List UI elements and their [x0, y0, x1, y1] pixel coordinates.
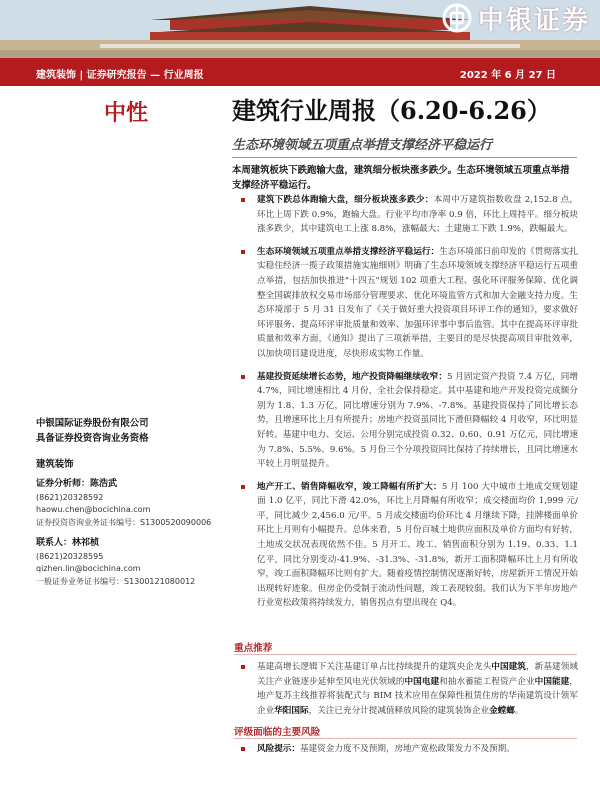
recommend-text-part: 基建高增长逻辑下关注基建订单占比持续提升的建筑央企龙头: [257, 662, 492, 672]
sector-name: 建筑装饰: [36, 459, 74, 470]
analyst-email[interactable]: haowu.chen@bocichina.com: [36, 505, 151, 514]
stock-name: 中国建筑: [491, 662, 526, 672]
bullet-lead: 地产开工、销售降幅收窄，竣工降幅有所扩大：: [257, 481, 442, 492]
contact-phone: (8621)20328595: [36, 552, 104, 561]
bullet-square-icon: [241, 747, 245, 751]
recommend-text-part: 。: [514, 705, 524, 716]
org-block: [36, 416, 216, 446]
stock-name: 金螳螂: [489, 705, 515, 716]
bullet-square-icon: [241, 485, 245, 489]
contact-name: 联系人：林祁桢: [36, 538, 100, 548]
list-item: [238, 245, 578, 362]
list-item: [238, 480, 578, 611]
risk-list: [238, 742, 578, 765]
org-qualification: 具备证券投资咨询业务资格: [36, 433, 149, 444]
header-banner: [0, 0, 600, 58]
analyst-cert: 证券投资咨询业务证书编号：S1300520090006: [36, 518, 212, 527]
brand-name: 中银证券: [477, 5, 590, 36]
section-divider: [234, 654, 577, 655]
contact-cert: 一般证券业务证书编号：S1300121080012: [36, 577, 196, 586]
contact-email[interactable]: qizhen.lin@bocichina.com: [36, 564, 141, 573]
recommend-text-part: 和抽水蓄能工程资产企业: [439, 676, 535, 687]
bullet-text: 本周中万建筑指数收盘 2,152.8 点，环比上周下跌 0.9%，跑输大盘。行业平均市净率 0.9 倍，环比上周持平。细分板块涨多跌少，其中建筑电工上涨 8.8%，涨幅最大；土建施工下跌 1.9%，跌幅最大。: [257, 195, 578, 235]
key-points-list: [238, 193, 578, 619]
stock-name: 华阳国际: [274, 705, 309, 716]
recommend-text: [257, 662, 578, 716]
analyst-name: 证券分析师：陈浩武: [36, 479, 118, 489]
page-title: 建筑行业周报（6.20-6.26）: [232, 96, 551, 125]
breadcrumb: 建筑装饰 | 证券研究报告 — 行业周报: [36, 70, 204, 81]
boc-logo-icon: [442, 3, 472, 33]
recommend-heading: 重点推荐: [234, 643, 273, 654]
bullet-text: 5 月固定资产投资 7.4 万亿，同增 4.7%，同比增速相比 4 月份，全社会保持稳定。其中基建和地产开发投资完成额分别为 1.8、1.3 万亿，同比增速分别为 7.9%、-7.8%。基建投资保持了同比增长态势，且增速环比上月有所提升；房地产投资虽同比下滑但降幅较 4 月收窄，环比明显好转。基建中电力、交运、公用分别完成投资 0.32、0.60、0.91 万亿元，同比增速为 7.8%、5.5%、9.6%。5 月份三个分项投资同比保持了持续增长，且同比增速水平较上月明显提升。: [257, 371, 578, 470]
list-item: [238, 193, 578, 237]
title-divider: [232, 157, 577, 158]
risk-heading: 评级面临的主要风险: [234, 727, 321, 738]
recommend-text-part: ，关注已充分计提减值释放风险的建筑装饰企业: [308, 705, 490, 716]
bullet-text: 5 月 100 大中城市土地成交规划建面 1.0 亿平，同比下滑 42.0%，环比上月降幅有所收窄；成交楼面均价 1,999 元/平，同比减少 2,456.0 元/平。5 月成交楼面均价环比 4 月继续下降，挂牌楼面单价环比上月则有小幅提升。总体来看，5 月份百城土地供应面积及单价方面均有好转，土地成交状况表现依然不佳。5 月开工、竣工、销售面积分别为 1.19、0.33、1.1 亿平，同比分别变动-41.9%、-31.3%、-31.8%，新开工面积降幅环比上月有所收窄，竣工面积降幅环比则有扩大。随着疫情控制情况逐渐好转，房屋新开工情况开始出现转好迹象。但房企仍受制于流动性问题，竣工表现较弱。我们认为下半年房地产行业宽松政策将持续发力，销售拐点有望出现在 Q4。: [257, 481, 578, 609]
section-divider: [234, 738, 577, 739]
recommend-list: [238, 660, 578, 726]
bullet-square-icon: [241, 375, 245, 379]
report-meta-bar: [0, 58, 600, 86]
brand-logo-text: [442, 2, 590, 34]
recommend-text-part: ，新基建领域关注产业链逐步延伸至风电光伏领域的: [257, 662, 578, 687]
risk-text: 基建资金力度不及预期，房地产宽松政策发力不及预期。: [299, 744, 515, 754]
list-item: [238, 370, 578, 472]
summary-paragraph: 本周建筑板块下跌跑输大盘，建筑细分板块涨多跌少。生态环境领域五项重点举措支撑经济平稳运行。: [232, 165, 570, 191]
bullet-lead: 基建投资延续增长态势，地产投资降幅继续收窄：: [257, 371, 447, 382]
list-item: [238, 660, 578, 718]
analyst-phone: (8621)20328592: [36, 493, 104, 502]
rating-badge: 中性: [104, 100, 149, 126]
bullet-lead: 生态环境领域五项重点举措支撑经济平稳运行：: [257, 246, 440, 257]
report-date: 2022 年 6 月 27 日: [459, 70, 556, 81]
page-subtitle: 生态环境领域五项重点举措支撑经济平稳运行: [232, 138, 493, 153]
recommend-text-part: ，地产复苏主线推荐将装配式与 BIM 技术应用在保障性租赁住房的华南建筑设计领军企业: [257, 676, 578, 716]
bullet-square-icon: [241, 250, 245, 254]
risk-lead: 风险提示：: [257, 744, 300, 754]
bullet-square-icon: [241, 198, 245, 202]
stock-name: 中国能建: [534, 676, 570, 687]
list-item: [238, 742, 578, 757]
bullet-lead: 建筑下跌总体跑输大盘，细分板块涨多跌少：: [257, 195, 434, 205]
stock-name: 中国电建: [404, 676, 440, 687]
bullet-text: 生态环境部日前印发的《贯彻落实扎实稳住经济一揽子政策措施实施细则》明确了生态环境领域支撑经济平稳运行五项重点举措，包括加快推进"十四五"规划 102 项重大工程、强化环评服务保障、优化调整全国碳排放权交易市场部分管理要求、优化环境监管方式和加大金融支持力度。生态环境部于 5 月 31 日发布了《关于做好重大投资项目环评工作的通知》，要求做好环评服务、提高环评审批质量和效率、加强环评事中事后监管。其中在提高环评审批质量和效率方面，《通知》提出了三项新举措，主要目的是尽快提高项目审批效率，以加快项目建设进度，尽快形成实物工作量。: [257, 246, 578, 359]
org-name: 中银国际证券股份有限公司: [36, 418, 149, 429]
bullet-square-icon: [241, 665, 245, 669]
